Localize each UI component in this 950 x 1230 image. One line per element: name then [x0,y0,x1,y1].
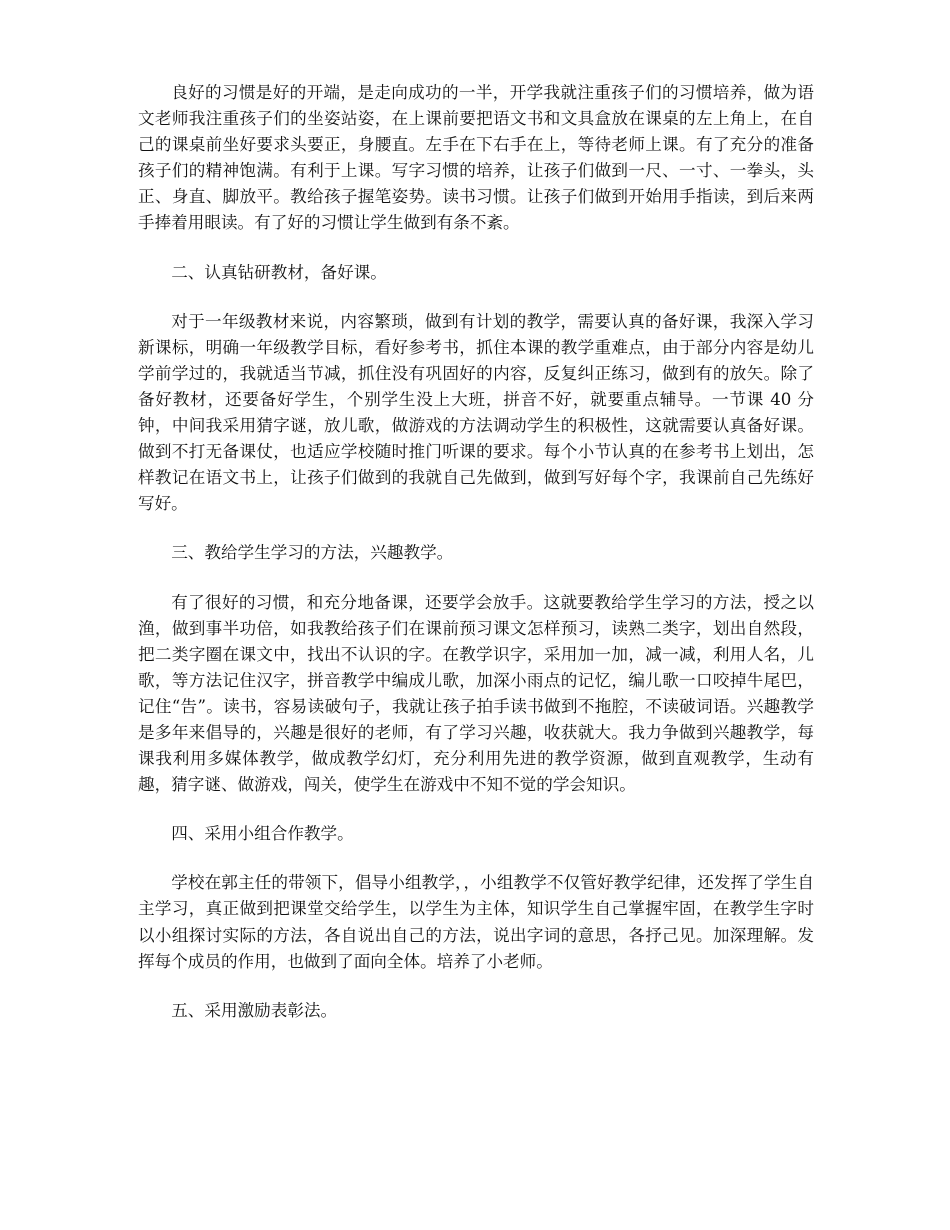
section-heading-3: 三、教给学生学习的方法，兴趣教学。 [171,543,454,563]
paragraph-learning-methods: 有了很好的习惯，和充分地备课，还要学会放手。这就要教给学生学习的方法，授之以渔，做到事半功倍，如我教给孩子们在课前预习课文怎样预习，读熟二类字，划出自然段，把二类字圈在课文中，找出不认识的字。在教学识字，采用加一加，减一减，利用人名，儿歌，等方法记住汉字，拼音教学中编成儿歌，加深小雨点的记忆，编儿歌一口咬掉牛尾巴，记住“告”。读书，容易读破句子，我就让孩子拍手读书做到不拖腔，不读破词语。兴趣教学是多年来倡导的，兴趣是很好的老师，有了学习兴趣，收获就大。我力争做到兴趣教学，每课我利用多媒体教学，做成教学幻灯，充分利用先进的教学资源，做到直观教学，生动有趣，猜字谜、做游戏，闯关，使学生在游戏中不知不觉的学会知识。 [138,592,814,795]
section-heading-4: 四、采用小组合作教学。 [171,824,354,844]
section-heading-2: 二、认真钻研教材，备好课。 [171,262,387,282]
paragraph-group-teaching: 学校在郭主任的带领下，倡导小组教学，，小组教学不仅管好教学纪律，还发挥了学生自主学习，真正做到把课堂交给学生，以学生为主体，知识学生自己掌握牢固，在教学生字时以小组探讨实际的方法，各自说出自己的方法，说出字词的意思，各抒己见。加深理解。发挥每个成员的作用，也做到了面向全体。培养了小老师。 [138,873,814,971]
section-heading-5: 五、采用激励表彰法。 [171,1000,338,1020]
paragraph-good-habits: 良好的习惯是好的开端，是走向成功的一半，开学我就注重孩子们的习惯培养，做为语文老师我注重孩子们的坐姿站姿，在上课前要把语文书和文具盒放在课桌的左上角上，在自己的课桌前坐好要求头要正，身腰直。左手在下右手在上，等待老师上课。有了充分的准备孩子们的精神饱满。有利于上课。写字习惯的培养，让孩子们做到一尺、一寸、一拳头，头正、身直、脚放平。教给孩子握笔姿势。读书习惯。让孩子们做到开始用手指读，到后来两手捧着用眼读。有了好的习惯让学生做到有条不紊。 [138,83,814,233]
document-body [138,80,814,1047]
paragraph-lesson-prep: 对于一年级教材来说，内容繁琐，做到有计划的教学，需要认真的备好课，我深入学习新课标，明确一年级教学目标，看好参考书，抓住本课的教学重难点，由于部分内容是幼儿学前学过的，我就适当节减，抓住没有巩固好的内容，反复纠正练习，做到有的放矢。除了备好教材，还要备好学生，个别学生没上大班，拼音不好，就要重点辅导。一节课 40 分钟，中间我采用猜字谜，放儿歌，做游戏的方法调动学生的积极性，这就需要认真备好课。做到不打无备课仗，也适应学校随时推门听课的要求。每个小节认真的在参考书上划出，怎样教记在语文书上，让孩子们做到的我就自己先做到，做到写好每个字，我课前自己先练好写好。 [138,311,814,514]
